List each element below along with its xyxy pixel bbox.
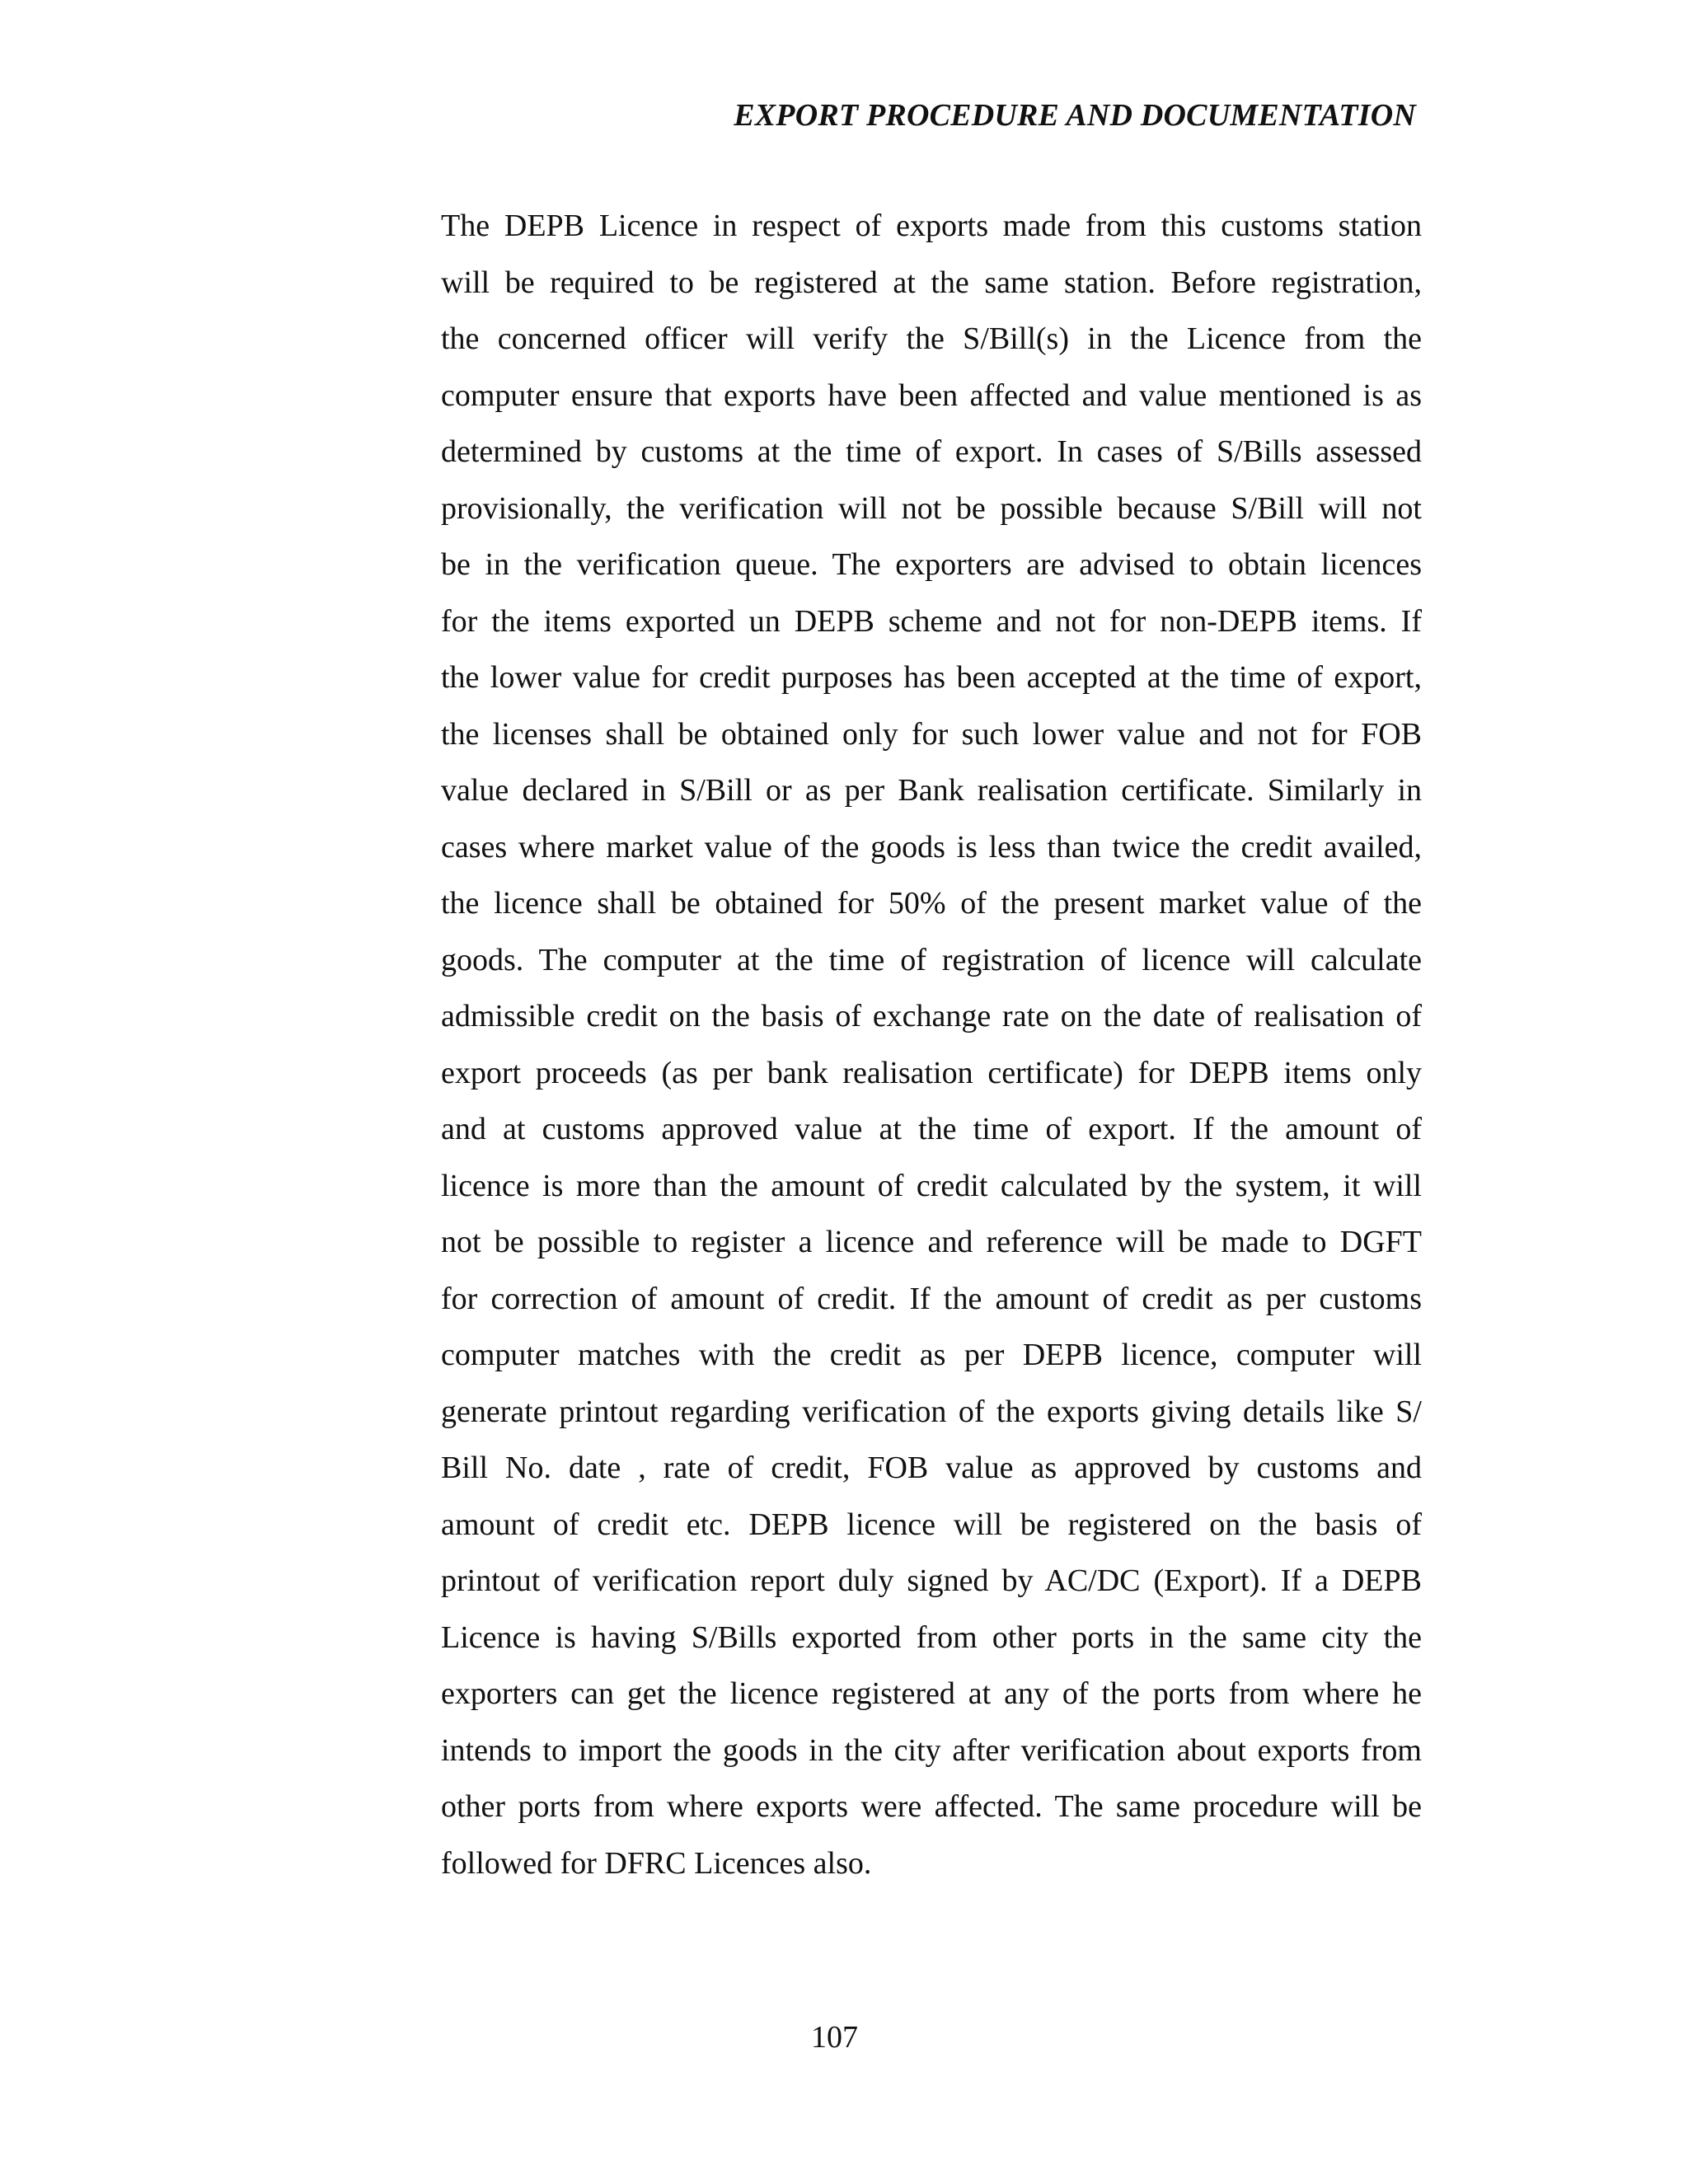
text-line: cases where market value of the goods is less than twice the credit availed, xyxy=(441,829,1422,865)
text-line: admissible credit on the basis of exchange rate on the date of realisation of xyxy=(441,999,1422,1033)
text-line: not be possible to register a licence and reference will be made to DGFT xyxy=(441,1225,1422,1259)
page-number: 107 xyxy=(811,2020,858,2055)
text-line: for the items exported un DEPB scheme and not for non-DEPB items. If xyxy=(441,603,1422,639)
text-line: goods. The computer at the time of registration of licence will calculate xyxy=(441,942,1422,977)
text-line: be in the verification queue. The exporters are advised to obtain licences xyxy=(441,547,1422,582)
text-line: the licence shall be obtained for 50% of the present market value of the xyxy=(441,886,1422,921)
text-line: Bill No. date , rate of credit, FOB value as approved by customs and xyxy=(441,1451,1422,1485)
text-line: for correction of amount of credit. If the amount of credit as per customs xyxy=(441,1281,1422,1316)
text-line: computer ensure that exports have been affected and value mentioned is as xyxy=(441,377,1422,413)
text-line: value declared in S/Bill or as per Bank realisation certificate. Similarly in xyxy=(441,773,1422,808)
text-line: exporters can get the licence registered at any of the ports from where he xyxy=(441,1676,1422,1711)
text-line: amount of credit etc. DEPB licence will be registered on the basis of xyxy=(441,1507,1422,1542)
text-line: The DEPB Licence in respect of exports made from this customs station xyxy=(441,209,1422,243)
text-line: generate printout regarding verification of the exports giving details like S/ xyxy=(441,1394,1422,1429)
text-line: licence is more than the amount of credit calculated by the system, it will xyxy=(441,1168,1422,1203)
text-line: export proceeds (as per bank realisation certificate) for DEPB items only xyxy=(441,1055,1422,1090)
running-header: EXPORT PROCEDURE AND DOCUMENTATION xyxy=(734,98,1416,133)
text-line: printout of verification report duly signed by AC/DC (Export). If a DEPB xyxy=(441,1563,1422,1598)
body-paragraph xyxy=(441,198,1422,1891)
text-line: other ports from where exports were affected. The same procedure will be xyxy=(441,1789,1422,1824)
text-line: the licenses shall be obtained only for such lower value and not for FOB xyxy=(441,716,1422,752)
text-line: determined by customs at the time of export. In cases of S/Bills assessed xyxy=(441,434,1422,469)
text-line: Licence is having S/Bills exported from other ports in the same city the xyxy=(441,1619,1422,1655)
text-line: the concerned officer will verify the S/Bill(s) in the Licence from the xyxy=(441,321,1422,356)
text-line: the lower value for credit purposes has been accepted at the time of export, xyxy=(441,660,1422,695)
text-line: intends to import the goods in the city after verification about exports from xyxy=(441,1732,1422,1768)
text-line: followed for DFRC Licences also. xyxy=(441,1845,872,1881)
text-line: computer matches with the credit as per DEPB licence, computer will xyxy=(441,1338,1422,1372)
text-line: provisionally, the verification will not be possible because S/Bill will not xyxy=(441,490,1422,526)
text-line: and at customs approved value at the time of export. If the amount of xyxy=(441,1112,1422,1146)
text-line: will be required to be registered at the same station. Before registration, xyxy=(441,265,1422,300)
